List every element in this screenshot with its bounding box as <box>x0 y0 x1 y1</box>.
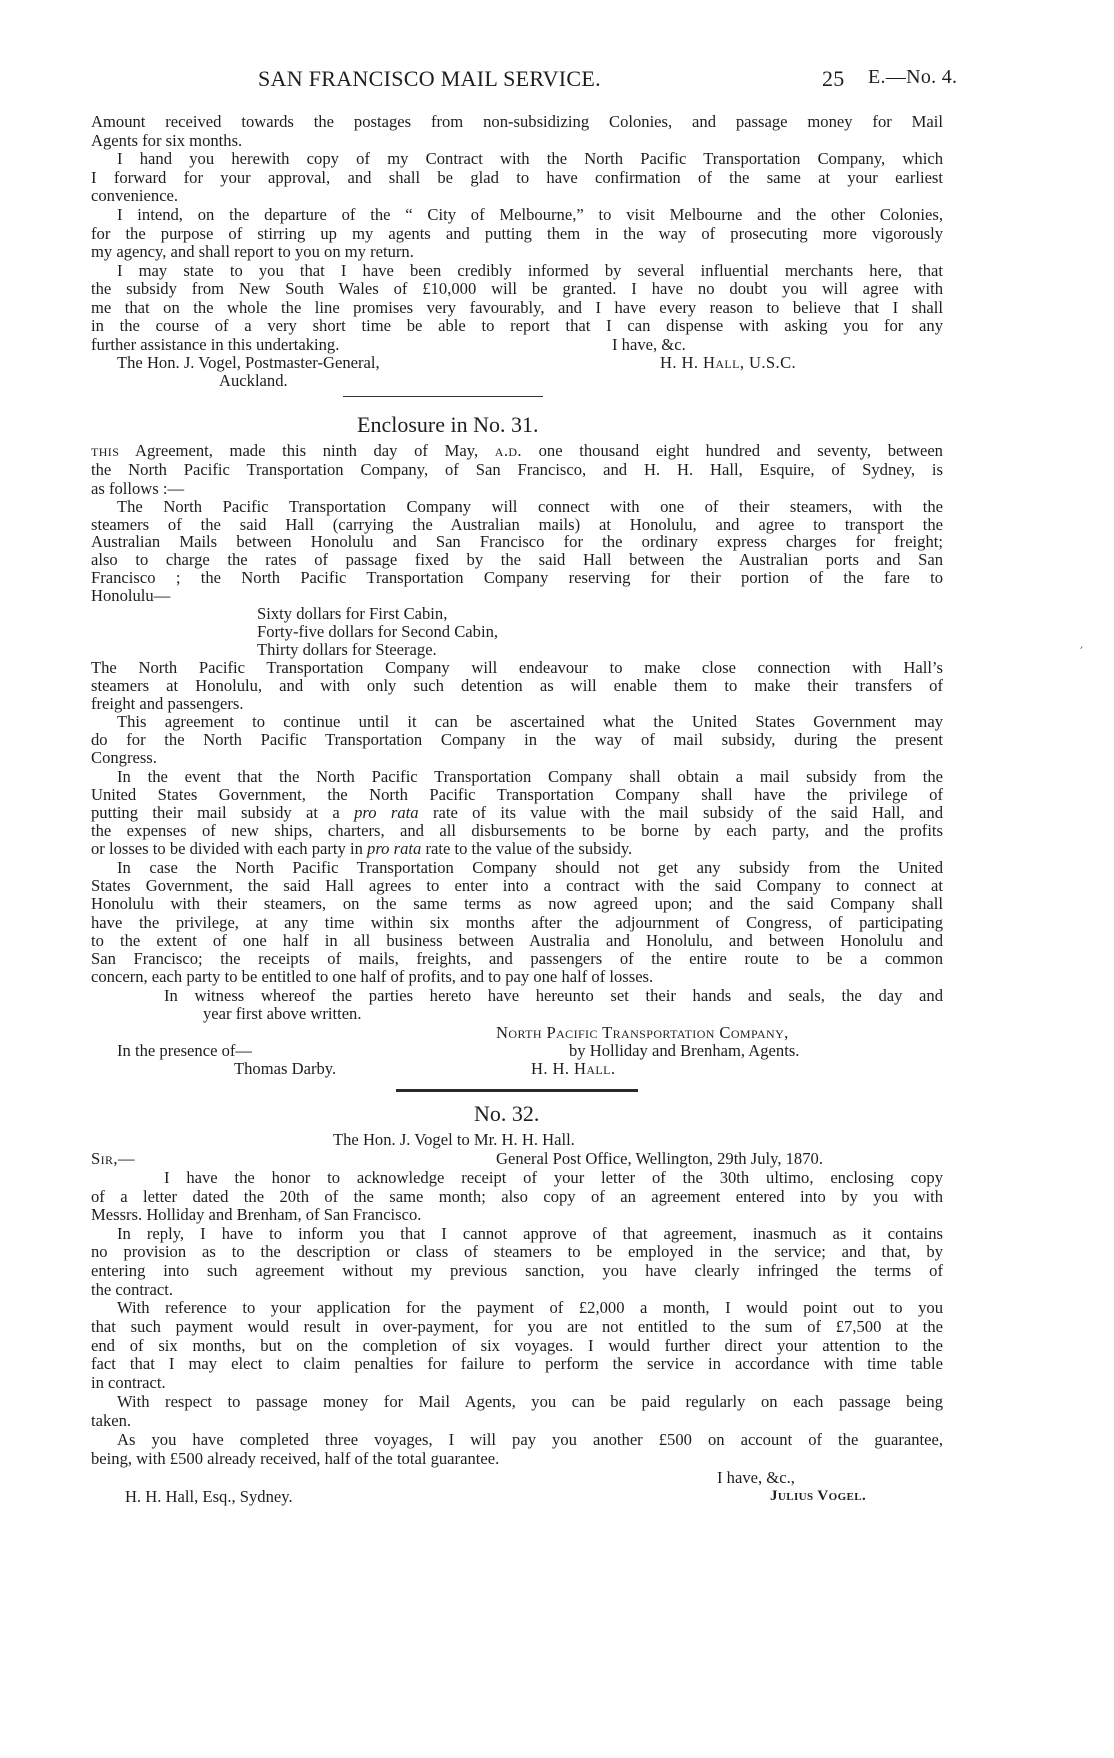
section-heading: Enclosure in No. 31. <box>357 412 539 437</box>
text-line: taken. <box>91 1411 132 1430</box>
text-line: the expenses of new ships, charters, and all disbursements to be borne by each party, and the profits <box>91 821 943 840</box>
fare-item: Forty-five dollars for Second Cabin, <box>257 622 499 641</box>
text-line: Agents for six months. <box>91 131 243 150</box>
presence-label: In the presence of— <box>117 1041 252 1060</box>
text-line: Congress. <box>91 748 157 767</box>
text-line: being, with £500 already received, half of the total guarantee. <box>91 1449 500 1468</box>
text-line: to the extent of one half in all business between Australia and Honolulu, and between Honolulu and <box>91 931 943 950</box>
text-line: This agreement to continue until it can be ascertained what the United States Government may <box>117 712 943 731</box>
text-line: concern, each party to be entitled to one half of profits, and to pay one half of losses. <box>91 967 654 986</box>
text-line: me that on the whole the line promises very favourably, and I have every reason to believe that I shall <box>91 298 943 317</box>
text-line: or losses to be divided with each party in pro rata rate to the value of the subsidy. <box>91 839 633 858</box>
text-line: Honolulu with their steamers, on the same terms as now agreed upon; and the said Company shall <box>91 894 943 913</box>
text-line: of a letter dated the 20th of the same month; also copy of an agreement entered into by you with <box>91 1187 943 1206</box>
text-line: convenience. <box>91 186 179 205</box>
text-line: do for the North Pacific Transportation Company in the way of mail subsidy, during the present <box>91 730 943 749</box>
text-line: steamers of the said Hall (carrying the Australian mails) at Honolulu, and agree to transport the <box>91 515 943 534</box>
text-line: steamers at Honolulu, and with only such detention as will enable them to make their transfers of <box>91 676 943 695</box>
addressee-city: Auckland. <box>219 371 288 390</box>
fare-item: Thirty dollars for Steerage. <box>257 640 437 659</box>
addressee: H. H. Hall, Esq., Sydney. <box>125 1487 293 1506</box>
text-line: end of six months, but on the completion of six voyages. I would further direct your attention to the <box>91 1336 943 1355</box>
text-line: In the event that the North Pacific Transportation Company shall obtain a mail subsidy from the <box>117 767 943 786</box>
text-line: San Francisco; the receipts of mails, freights, and passengers of the entire route to be a common <box>91 949 943 968</box>
text-line: have the privilege, at any time within six months after the adjournment of Congress, of participating <box>91 913 943 932</box>
text-line: I intend, on the departure of the “ City of Melbourne,” to visit Melbourne and the other Colonies, <box>117 205 943 224</box>
text-line: Australian Mails between Honolulu and San Francisco for the ordinary express charges for freight; <box>91 532 943 551</box>
text-line: in the course of a very short time be able to report that I can dispense with asking you for any <box>91 316 943 335</box>
text-line: In reply, I have to inform you that I cannot approve of that agreement, inasmuch as it contains <box>117 1224 943 1243</box>
text-line: Messrs. Holliday and Brenham, of San Francisco. <box>91 1205 422 1224</box>
text-line: fact that I may elect to claim penalties for failure to perform the service in accordance with time table <box>91 1354 943 1373</box>
text-line: no provision as to the description or class of steamers to be employed in the service; and that, by <box>91 1242 943 1261</box>
text-line: States Government, the said Hall agrees to enter into a contract with the said Company to connect at <box>91 876 943 895</box>
text-line: In case the North Pacific Transportation Company should not get any subsidy from the United <box>117 858 943 877</box>
text-line: the North Pacific Transportation Company, of San Francisco, and H. H. Hall, Esquire, of Sydney, is <box>91 460 943 479</box>
letter-closing: I have, &c. <box>612 335 686 354</box>
text-line: With reference to your application for the payment of £2,000 a month, I would point out to you <box>117 1298 943 1317</box>
text-line: as follows :— <box>91 479 185 498</box>
witness-name: Thomas Darby. <box>234 1059 337 1078</box>
text-line: the subsidy from New South Wales of £10,000 will be granted. I have no doubt you will agree with <box>91 279 943 298</box>
text-line: Honolulu— <box>91 586 171 605</box>
text-line: in contract. <box>91 1373 166 1392</box>
text-line: The North Pacific Transportation Company will connect with one of their steamers, with the <box>117 497 943 516</box>
text-line: Amount received towards the postages from non-subsidizing Colonies, and passage money for Mail <box>91 112 943 131</box>
text-line: With respect to passage money for Mail Agents, you can be paid regularly on each passage being <box>117 1392 943 1411</box>
company-signature: North Pacific Transportation Company, <box>496 1023 789 1042</box>
fare-item: Sixty dollars for First Cabin, <box>257 604 448 623</box>
text-line: Francisco ; the North Pacific Transportation Company reserving for their portion of the fare to <box>91 568 943 587</box>
text-line: that such payment would result in over-payment, for you are not entitled to the sum of £7,500 at the <box>91 1317 943 1336</box>
document-reference: E.—No. 4. <box>868 66 958 88</box>
text-line: my agency, and shall report to you on my return. <box>91 242 414 261</box>
text-line: for the purpose of stirring up my agents and putting them in the way of prosecuting more vigorously <box>91 224 943 243</box>
text-line: United States Government, the North Pacific Transportation Company shall have the privilege of <box>91 785 943 804</box>
section-divider <box>396 1089 638 1092</box>
page-number: 25 <box>822 66 845 91</box>
text-line: entering into such agreement without my previous sanction, you have clearly infringed the terms of <box>91 1261 943 1280</box>
letter-closing: I have, &c., <box>717 1468 795 1487</box>
italic-phrase: pro rata <box>354 803 419 822</box>
letter-subheading: The Hon. J. Vogel to Mr. H. H. Hall. <box>333 1130 575 1149</box>
section-divider <box>343 396 543 397</box>
text-line: I hand you herewith copy of my Contract with the North Pacific Transportation Company, which <box>117 149 943 168</box>
text-line: also to charge the rates of passage fixed by the said Hall between the Australian ports and San <box>91 550 943 569</box>
text-line: this Agreement, made this ninth day of May, a.d. one thousand eight hundred and seventy, between <box>91 441 943 460</box>
hall-signature: H. H. Hall. <box>531 1059 616 1078</box>
signature: Julius Vogel. <box>770 1488 867 1504</box>
addressee: The Hon. J. Vogel, Postmaster-General, <box>117 353 380 372</box>
text-line: The North Pacific Transportation Company will endeavour to make close connection with Hall’s <box>91 658 943 677</box>
text-line: I forward for your approval, and shall be glad to have confirmation of the same at your earliest <box>91 168 943 187</box>
agents-signature: by Holliday and Brenham, Agents. <box>569 1041 800 1060</box>
text-line: the contract. <box>91 1280 174 1299</box>
dateline: General Post Office, Wellington, 29th July, 1870. <box>496 1149 823 1168</box>
text-line: further assistance in this undertaking. <box>91 335 340 354</box>
section-heading: No. 32. <box>474 1101 540 1126</box>
salutation: Sir,— <box>91 1149 135 1168</box>
text-line: freight and passengers. <box>91 694 244 713</box>
text-line: As you have completed three voyages, I will pay you another £500 on account of the guarantee, <box>117 1430 943 1449</box>
signature: H. H. Hall, U.S.C. <box>660 353 797 372</box>
text-line: I have the honor to acknowledge receipt of your letter of the 30th ultimo, enclosing copy <box>164 1168 943 1187</box>
italic-phrase: pro rata <box>367 839 422 858</box>
text-line: I may state to you that I have been credibly informed by several influential merchants here, that <box>117 261 943 280</box>
text-line: putting their mail subsidy at a pro rata rate of its value with the mail subsidy of the said Hall, and <box>91 803 944 822</box>
drop-word: this <box>91 441 120 460</box>
text-line: In witness whereof the parties hereto have hereunto set their hands and seals, the day and <box>164 986 943 1005</box>
running-title: SAN FRANCISCO MAIL SERVICE. <box>258 66 601 91</box>
margin-mark: ′ <box>1080 645 1084 661</box>
text-line: year first above written. <box>203 1004 362 1023</box>
